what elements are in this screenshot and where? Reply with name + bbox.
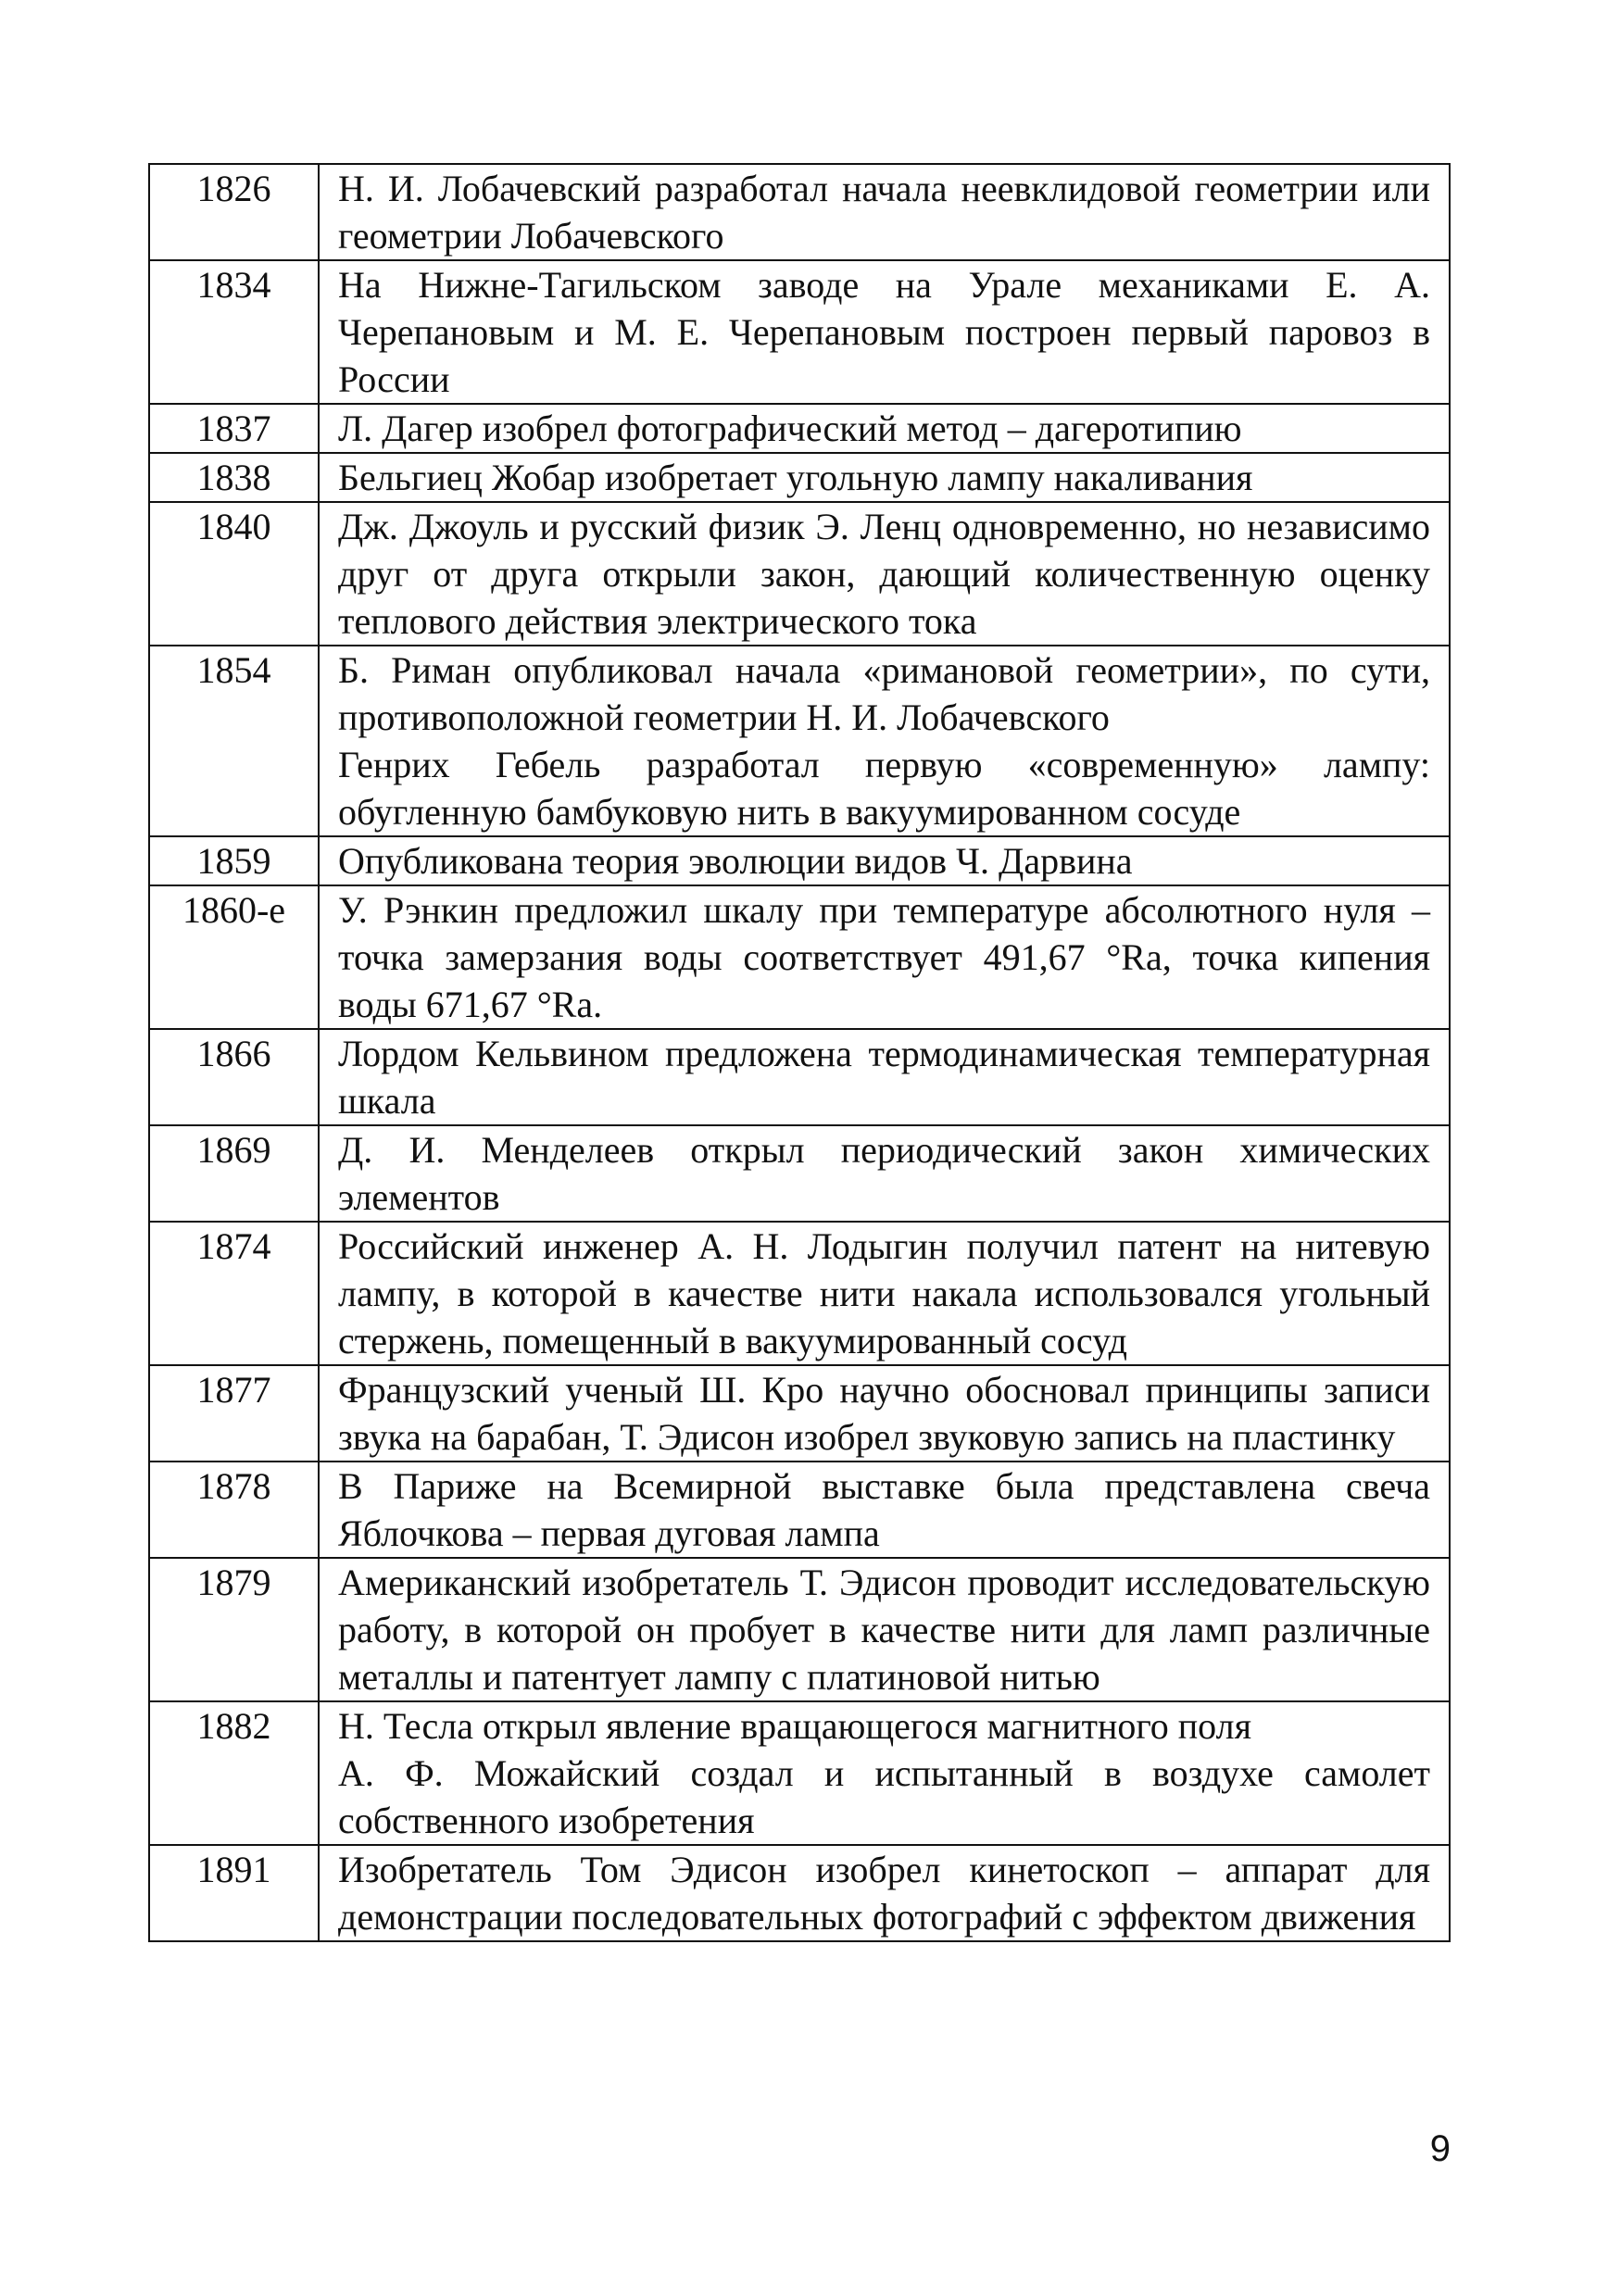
table-row xyxy=(149,1701,1450,1845)
event-cell xyxy=(319,1125,1450,1222)
event-text: Французский ученый Ш. Кро научно обосновал принципы записи звука на барабан, Т. Эдисон изобрел звуковую запись на пластинку xyxy=(338,1369,1430,1458)
table-row xyxy=(149,1845,1450,1941)
year-cell: 1826 xyxy=(149,164,319,260)
chronology-table-body xyxy=(149,164,1450,1941)
event-cell xyxy=(319,164,1450,260)
table-row xyxy=(149,885,1450,1029)
event-text: Л. Дагер изобрел фотографический метод – дагеротипию xyxy=(338,408,1242,449)
event-cell xyxy=(319,502,1450,646)
table-row xyxy=(149,453,1450,502)
event-cell xyxy=(319,260,1450,404)
page-number: 9 xyxy=(1429,2128,1451,2169)
event-text: У. Рэнкин предложил шкалу при температуре абсолютного нуля – точка замерзания воды соответствует 491,67 °Ra, точка кипения воды 671,67 °Ra. xyxy=(338,889,1430,1025)
event-text: В Париже на Всемирной выставке была представлена свеча Яблочкова – первая дуговая лампа xyxy=(338,1465,1430,1554)
event-text: Б. Риман опубликовал начала «римановой геометрии», по сути, противоположной геометрии Н. И. Лобачевского xyxy=(338,649,1430,738)
year-cell: 1840 xyxy=(149,502,319,646)
table-row xyxy=(149,1365,1450,1462)
event-text: Н. Тесла открыл явление вращающегося магнитного поля xyxy=(338,1705,1252,1747)
event-cell xyxy=(319,1462,1450,1558)
event-cell xyxy=(319,1558,1450,1701)
table-row xyxy=(149,164,1450,260)
year-cell: 1891 xyxy=(149,1845,319,1941)
event-cell xyxy=(319,836,1450,885)
event-cell xyxy=(319,404,1450,453)
table-row xyxy=(149,646,1450,836)
event-cell xyxy=(319,885,1450,1029)
event-text: Н. И. Лобачевский разработал начала неевклидовой геометрии или геометрии Лобачевского xyxy=(338,168,1430,257)
table-row xyxy=(149,1462,1450,1558)
year-cell: 1874 xyxy=(149,1222,319,1365)
table-row xyxy=(149,404,1450,453)
event-text: А. Ф. Можайский создал и испытанный в воздухе самолет собственного изобретения xyxy=(338,1752,1430,1841)
year-cell: 1859 xyxy=(149,836,319,885)
year-cell: 1837 xyxy=(149,404,319,453)
event-text: Д. И. Менделеев открыл периодический закон химических элементов xyxy=(338,1129,1430,1218)
event-text: Дж. Джоуль и русский физик Э. Ленц одновременно, но независимо друг от друга открыли закон, дающий количественную оценку теплового действия электрического тока xyxy=(338,506,1430,642)
event-cell xyxy=(319,1029,1450,1125)
year-cell: 1838 xyxy=(149,453,319,502)
event-cell xyxy=(319,1701,1450,1845)
event-cell xyxy=(319,1222,1450,1365)
table-row xyxy=(149,260,1450,404)
event-text: Генрих Гебель разработал первую «современную» лампу: обугленную бамбуковую нить в вакуумированном сосуде xyxy=(338,744,1430,833)
event-text: Лордом Кельвином предложена термодинамическая температурная шкала xyxy=(338,1033,1430,1122)
event-text: Американский изобретатель Т. Эдисон проводит исследовательскую работу, в которой он пробует в качестве нити для ламп различные металлы и патентует лампу с платиновой нитью xyxy=(338,1562,1430,1698)
table-row xyxy=(149,1222,1450,1365)
year-cell: 1866 xyxy=(149,1029,319,1125)
table-row xyxy=(149,1029,1450,1125)
event-cell xyxy=(319,646,1450,836)
year-cell: 1834 xyxy=(149,260,319,404)
event-text: Изобретатель Том Эдисон изобрел кинетоскоп – аппарат для демонстрации последовательных фотографий с эффектом движения xyxy=(338,1849,1430,1938)
event-text: Российский инженер А. Н. Лодыгин получил патент на нитевую лампу, в которой в качестве нити накала использовался угольный стержень, помещенный в вакуумированный сосуд xyxy=(338,1225,1430,1361)
event-cell xyxy=(319,453,1450,502)
year-cell: 1860-е xyxy=(149,885,319,1029)
year-cell: 1854 xyxy=(149,646,319,836)
event-cell xyxy=(319,1365,1450,1462)
table-row xyxy=(149,836,1450,885)
table-row xyxy=(149,1125,1450,1222)
chronology-table xyxy=(148,163,1451,1942)
year-cell: 1877 xyxy=(149,1365,319,1462)
event-text: На Нижне-Тагильском заводе на Урале механиками Е. А. Черепановым и М. Е. Черепановым построен первый паровоз в России xyxy=(338,264,1430,400)
year-cell: 1869 xyxy=(149,1125,319,1222)
table-row xyxy=(149,502,1450,646)
year-cell: 1878 xyxy=(149,1462,319,1558)
event-text: Опубликована теория эволюции видов Ч. Дарвина xyxy=(338,840,1133,882)
table-row xyxy=(149,1558,1450,1701)
event-text: Бельгиец Жобар изобретает угольную лампу накаливания xyxy=(338,457,1253,498)
event-cell xyxy=(319,1845,1450,1941)
year-cell: 1879 xyxy=(149,1558,319,1701)
year-cell: 1882 xyxy=(149,1701,319,1845)
